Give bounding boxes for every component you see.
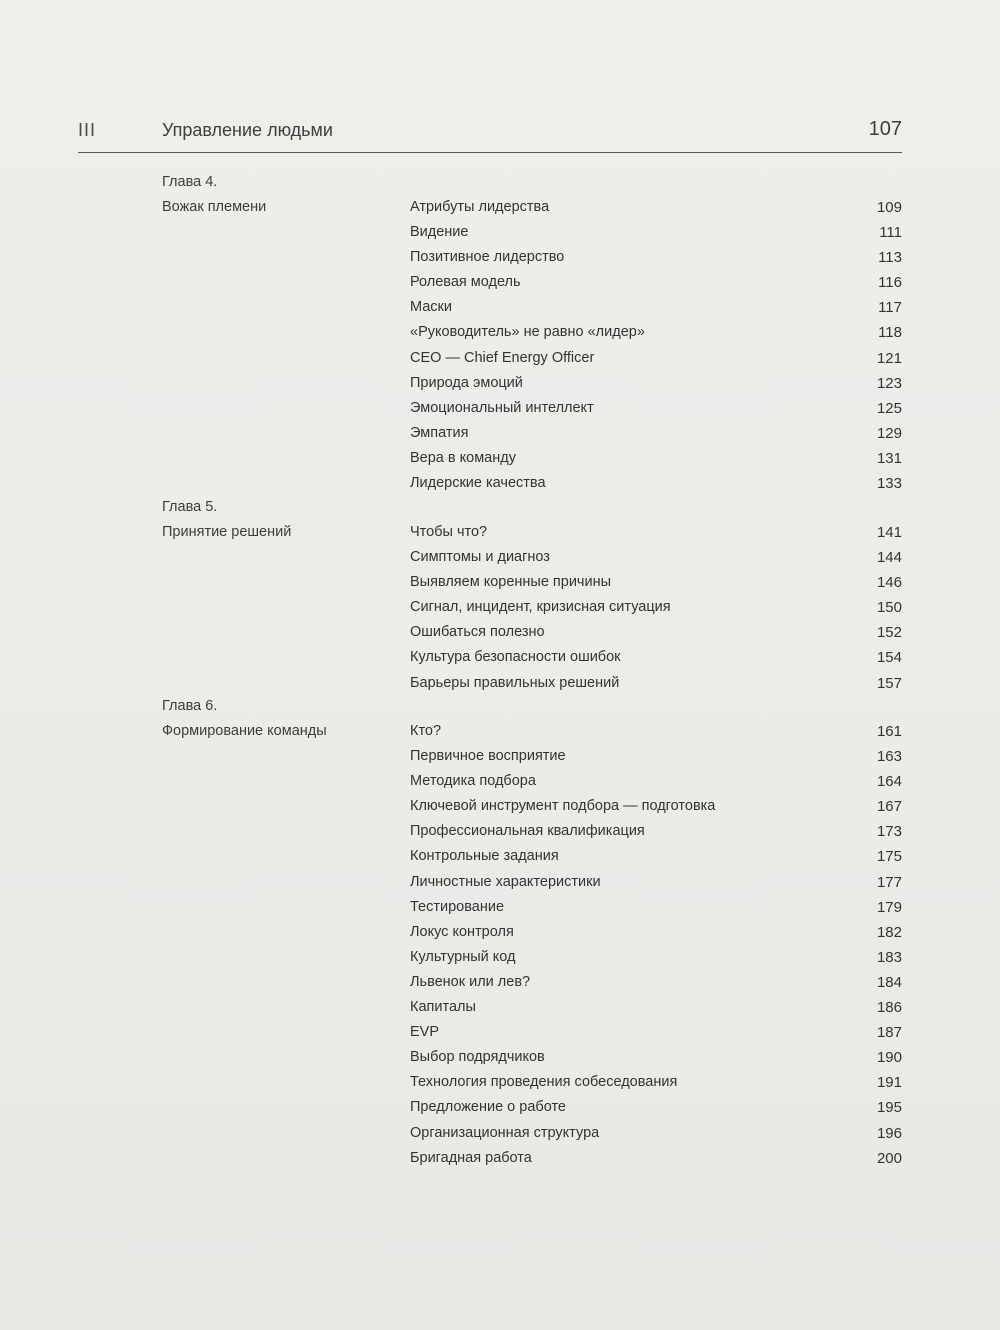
toc-entry-title: Культура безопасности ошибок	[410, 649, 621, 666]
toc-entry[interactable]	[410, 798, 902, 823]
toc-entry-page: 150	[876, 599, 902, 617]
toc-entry[interactable]	[410, 1099, 902, 1124]
toc-entry-page: 141	[876, 524, 902, 541]
toc-entry[interactable]	[410, 949, 902, 974]
toc-list	[410, 524, 902, 700]
toc-entry[interactable]	[410, 624, 902, 649]
toc-entry[interactable]	[410, 899, 902, 924]
toc-entry[interactable]	[410, 773, 902, 798]
chapter-label: Глава 4.	[162, 174, 218, 190]
toc-entry-page: 184	[876, 973, 902, 991]
toc-entry[interactable]	[410, 999, 902, 1024]
toc-entry-page: 146	[876, 574, 902, 592]
toc-entry[interactable]	[410, 723, 902, 748]
toc-entry[interactable]	[410, 324, 902, 349]
toc-entry-page: 161	[876, 723, 902, 740]
toc-entry[interactable]	[410, 848, 902, 873]
toc-entry-title: Видение	[410, 224, 469, 241]
toc-entry-page: 167	[876, 798, 902, 816]
toc-entry-title: Эмоциональный интеллект	[410, 399, 594, 416]
toc-entry[interactable]	[410, 274, 902, 299]
toc-entry[interactable]	[410, 199, 902, 224]
chapter-label: Глава 5.	[162, 499, 218, 515]
toc-entry-page: 191	[876, 1074, 902, 1092]
toc-entry-title: Природа эмоций	[410, 374, 523, 391]
toc-entry[interactable]	[410, 224, 902, 249]
toc-entry[interactable]	[410, 350, 902, 375]
toc-entry-title: Атрибуты лидерства	[410, 199, 550, 215]
toc-entry-title: Капиталы	[410, 999, 476, 1016]
toc-entry-title: Позитивное лидерство	[410, 249, 565, 266]
toc-entry[interactable]	[410, 974, 902, 999]
toc-entry-title: Локус контроля	[410, 923, 514, 940]
chapter-label: Глава 6.	[162, 698, 218, 714]
toc-entry-title: Технология проведения собеседования	[410, 1074, 678, 1091]
toc-entry-title: Ошибаться полезно	[410, 624, 545, 641]
toc-entry-page: 200	[876, 1149, 902, 1167]
toc-entry[interactable]	[410, 299, 902, 324]
toc-entry-page: 187	[876, 1024, 902, 1042]
toc-entry[interactable]	[410, 924, 902, 949]
toc-entry-page: 196	[876, 1124, 902, 1142]
toc-entry[interactable]	[410, 874, 902, 899]
toc-entry-title: Личностные характеристики	[410, 873, 601, 890]
toc-entry[interactable]	[410, 524, 902, 549]
toc-entry-title: Организационная структура	[410, 1124, 600, 1141]
toc-entry-title: Выявляем коренные причины	[410, 574, 612, 591]
toc-entry-title: Симптомы и диагноз	[410, 549, 550, 566]
toc-entry-page: 123	[876, 374, 902, 392]
toc-entry-page: 179	[876, 898, 902, 916]
toc-entry-page: 113	[878, 249, 902, 267]
toc-entry-page: 157	[876, 674, 902, 692]
toc-entry[interactable]	[410, 1125, 902, 1150]
toc-entry-page: 144	[876, 549, 902, 567]
toc-entry[interactable]	[410, 375, 902, 400]
toc-entry-title: Маски	[410, 299, 452, 316]
toc-entry-title: Кто?	[410, 723, 442, 739]
toc-entry[interactable]	[410, 675, 902, 700]
toc-entry[interactable]	[410, 425, 902, 450]
toc-entry-title: Сигнал, инцидент, кризисная ситуация	[410, 599, 671, 616]
toc-entry-page: 175	[876, 848, 902, 866]
toc-entry[interactable]	[410, 574, 902, 599]
toc-entry-title: Предложение о работе	[410, 1099, 566, 1116]
toc-entry[interactable]	[410, 748, 902, 773]
toc-entry-page: 182	[876, 923, 902, 941]
toc-entry-page: 177	[876, 873, 902, 891]
toc-entry-page: 125	[876, 399, 902, 417]
toc-entry-title: Методика подбора	[410, 773, 536, 790]
toc-entry[interactable]	[410, 249, 902, 274]
toc-entry-title: Профессиональная квалификация	[410, 823, 645, 840]
toc-entry-title: Ролевая модель	[410, 274, 521, 291]
chapter-title: Принятие решений	[162, 524, 292, 540]
toc-entry-page: 121	[876, 349, 902, 367]
toc-entry-page: 133	[876, 475, 902, 493]
toc-entry[interactable]	[410, 1049, 902, 1074]
toc-entry-title: CEO — Chief Energy Officer	[410, 349, 595, 366]
toc-entry-page: 163	[876, 748, 902, 766]
toc-entry[interactable]	[410, 823, 902, 848]
toc-entry[interactable]	[410, 549, 902, 574]
toc-entry-title: Эмпатия	[410, 424, 469, 441]
toc-list	[410, 723, 902, 1175]
toc-entry[interactable]	[410, 475, 902, 500]
toc-entry-page: 154	[876, 649, 902, 667]
toc-entry-page: 111	[879, 224, 902, 242]
toc-entry-title: Культурный код	[410, 948, 516, 965]
toc-entry[interactable]	[410, 649, 902, 674]
part-number: III	[78, 120, 97, 140]
toc-entry-page: 186	[876, 999, 902, 1017]
toc-entry-title: Вера в команду	[410, 449, 516, 466]
toc-entry-title: Бригадная работа	[410, 1149, 532, 1166]
toc-entry-title: Первичное восприятие	[410, 748, 566, 765]
toc-entry[interactable]	[410, 1074, 902, 1099]
toc-entry-title: Барьеры правильных решений	[410, 674, 620, 691]
toc-entry[interactable]	[410, 1150, 902, 1175]
toc-entry-page: 173	[876, 823, 902, 841]
toc-entry-page: 109	[876, 199, 902, 216]
toc-entry-title: Чтобы что?	[410, 524, 488, 540]
toc-entry-page: 183	[876, 948, 902, 966]
toc-entry-page: 129	[876, 424, 902, 442]
toc-entry-title: Тестирование	[410, 898, 505, 915]
toc-entry-page: 152	[876, 624, 902, 642]
toc-entry-title: Львенок или лев?	[410, 973, 531, 990]
toc-entry[interactable]	[410, 400, 902, 425]
toc-entry-title: Выбор подрядчиков	[410, 1049, 545, 1066]
page-number: 107	[868, 118, 902, 140]
toc-entry-page: 117	[878, 299, 902, 317]
toc-entry-title: Лидерские качества	[410, 475, 546, 492]
toc-entry-page: 195	[876, 1099, 902, 1117]
chapter-title: Вожак племени	[162, 199, 267, 215]
toc-entry-page: 164	[876, 773, 902, 791]
toc-entry-title: «Руководитель» не равно «лидер»	[410, 324, 645, 341]
chapter-title: Формирование команды	[162, 723, 327, 739]
toc-entry[interactable]	[410, 1024, 902, 1049]
toc-entry-page: 118	[878, 324, 902, 342]
toc-entry[interactable]	[410, 450, 902, 475]
part-title: Управление людьми	[162, 120, 333, 140]
toc-entry-title: Контрольные задания	[410, 848, 559, 865]
toc-entry-page: 116	[878, 274, 902, 292]
toc-entry-title: Ключевой инструмент подбора — подготовка	[410, 798, 716, 815]
toc-entry-title: EVP	[410, 1024, 440, 1041]
toc-list	[410, 199, 902, 500]
page-header	[78, 116, 902, 153]
toc-entry-page: 190	[876, 1049, 902, 1067]
toc-entry[interactable]	[410, 599, 902, 624]
toc-entry-page: 131	[876, 449, 902, 467]
